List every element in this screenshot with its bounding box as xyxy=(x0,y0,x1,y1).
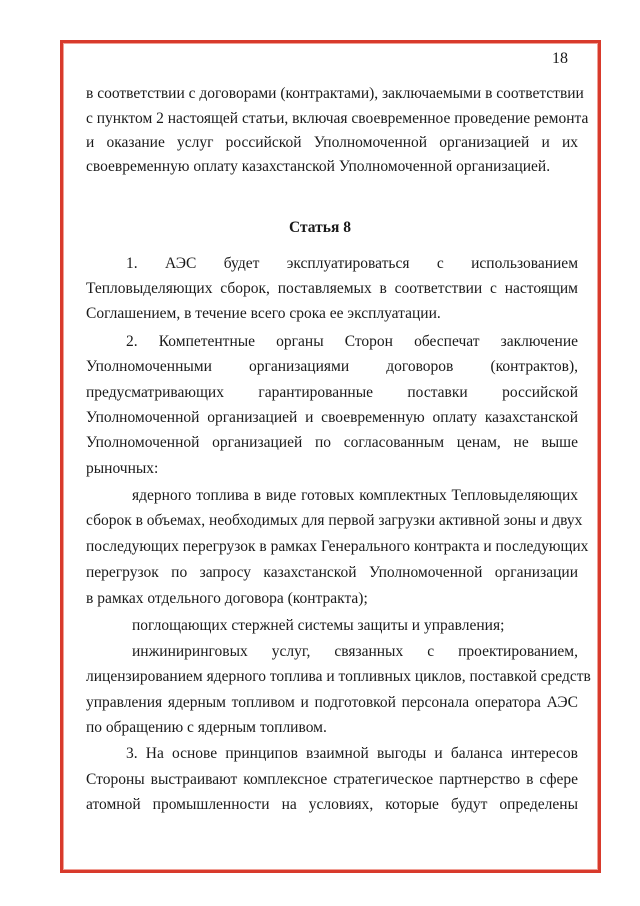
text-line: атомной промышленности на условиях, которые будут определены xyxy=(86,796,578,813)
text-line: 3. На основе принципов взаимной выгоды и баланса интересов xyxy=(126,745,578,762)
text-line: инжиниринговых услуг, связанных с проектированием, xyxy=(132,643,578,660)
page-number: 18 xyxy=(552,50,568,67)
text-line: рыночных: xyxy=(86,460,159,477)
text-line: Уполномоченной организацией по согласованным ценам, не выше xyxy=(86,434,578,451)
text-line: Стороны выстраивают комплексное стратегическое партнерство в сфере xyxy=(86,771,578,788)
text-line: Соглашением, в течение всего срока ее эксплуатации. xyxy=(86,305,441,322)
text-line: предусматривающих гарантированные поставки российской xyxy=(86,384,578,401)
text-line: Уполномоченной организацией и своевременную оплату казахстанской xyxy=(86,409,578,426)
text-line: Тепловыделяющих сборок, поставляемых в соответствии с настоящим xyxy=(86,280,578,297)
text-line: с пунктом 2 настоящей статьи, включая своевременное проведение ремонта xyxy=(86,110,589,127)
text-line: 1. АЭС будет эксплуатироваться с использованием xyxy=(126,255,578,272)
text-line: в соответствии с договорами (контрактами), заключаемыми в соответствии xyxy=(86,85,584,102)
text-line: последующих перегрузок в рамках Генерального контракта и последующих xyxy=(86,538,589,555)
text-line: 2. Компетентные органы Сторон обеспечат заключение xyxy=(126,333,578,350)
text-line: управления ядерным топливом и подготовкой персонала оператора АЭС xyxy=(86,694,578,711)
text-line: Уполномоченными организациями договоров (контрактов), xyxy=(86,358,578,375)
text-line: сборок в объемах, необходимых для первой загрузки активной зоны и двух xyxy=(86,512,583,529)
text-line: и оказание услуг российской Уполномоченной организацией и их xyxy=(86,134,578,151)
text-line: в рамках отдельного договора (контракта); xyxy=(86,590,368,607)
text-line: своевременную оплату казахстанской Уполномоченной организацией. xyxy=(86,158,551,175)
article-heading: Статья 8 xyxy=(289,219,351,236)
text-line: по обращению с ядерным топливом. xyxy=(86,719,327,736)
text-line: поглощающих стержней системы защиты и управления; xyxy=(132,617,505,634)
text-line: лицензированием ядерного топлива и топливных циклов, поставкой средств xyxy=(86,668,591,685)
text-line: ядерного топлива в виде готовых комплектных Тепловыделяющих xyxy=(132,487,578,504)
text-line: перегрузок по запросу казахстанской Уполномоченной организации xyxy=(86,564,578,581)
